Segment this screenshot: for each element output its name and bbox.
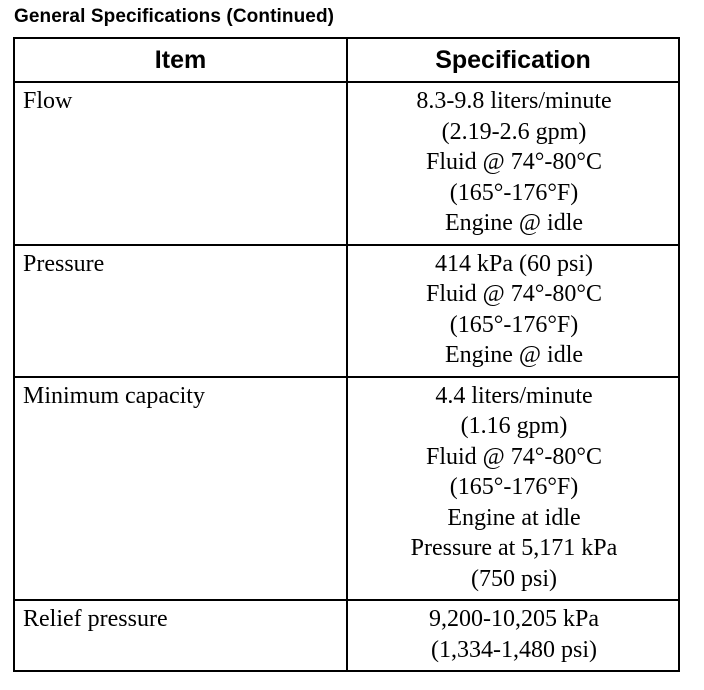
spec-line: 8.3-9.8 liters/minute [416, 88, 612, 114]
spec-line: Fluid @ 74°-80°C [426, 443, 602, 470]
spec-line: 4.4 liters/minute [435, 382, 593, 409]
spec-line: (2.19-2.6 gpm) [441, 118, 587, 145]
spec-line: (1,334-1,480 psi) [431, 636, 597, 663]
spec-line: (1.16 gpm) [460, 413, 568, 439]
specification-cell [347, 600, 679, 671]
item-cell: Relief pressure [14, 600, 347, 671]
spec-line: (165°-176°F) [449, 311, 579, 338]
spec-line: Fluid @ 74°-80°C [426, 149, 602, 175]
column-header-item: Item [14, 38, 347, 82]
specifications-table [13, 37, 680, 672]
table-header [14, 38, 679, 82]
spec-line: 9,200-10,205 kPa [429, 606, 599, 632]
table-row [14, 245, 679, 377]
spec-line: (750 psi) [471, 565, 557, 592]
spec-line: (165°-176°F) [449, 474, 579, 500]
table-row [14, 600, 679, 671]
spec-line: Engine @ idle [444, 210, 584, 236]
specification-cell [347, 82, 679, 245]
specification-cell [347, 245, 679, 377]
header-row [14, 38, 679, 82]
spec-line: Fluid @ 74°-80°C [426, 281, 602, 307]
item-cell: Flow [14, 82, 347, 245]
item-cell: Minimum capacity [14, 377, 347, 601]
spec-line: 414 kPa (60 psi) [435, 250, 593, 277]
table-row [14, 377, 679, 601]
spec-line: Engine at idle [447, 504, 581, 531]
spec-line: (165°-176°F) [449, 179, 579, 206]
item-cell: Pressure [14, 245, 347, 377]
table-row [14, 82, 679, 245]
specification-cell [347, 377, 679, 601]
spec-line: Engine @ idle [444, 342, 584, 368]
column-header-specification: Specification [347, 38, 679, 82]
spec-line: Pressure at 5,171 kPa [410, 535, 618, 561]
table-caption: General Specifications (Continued) [14, 6, 335, 27]
